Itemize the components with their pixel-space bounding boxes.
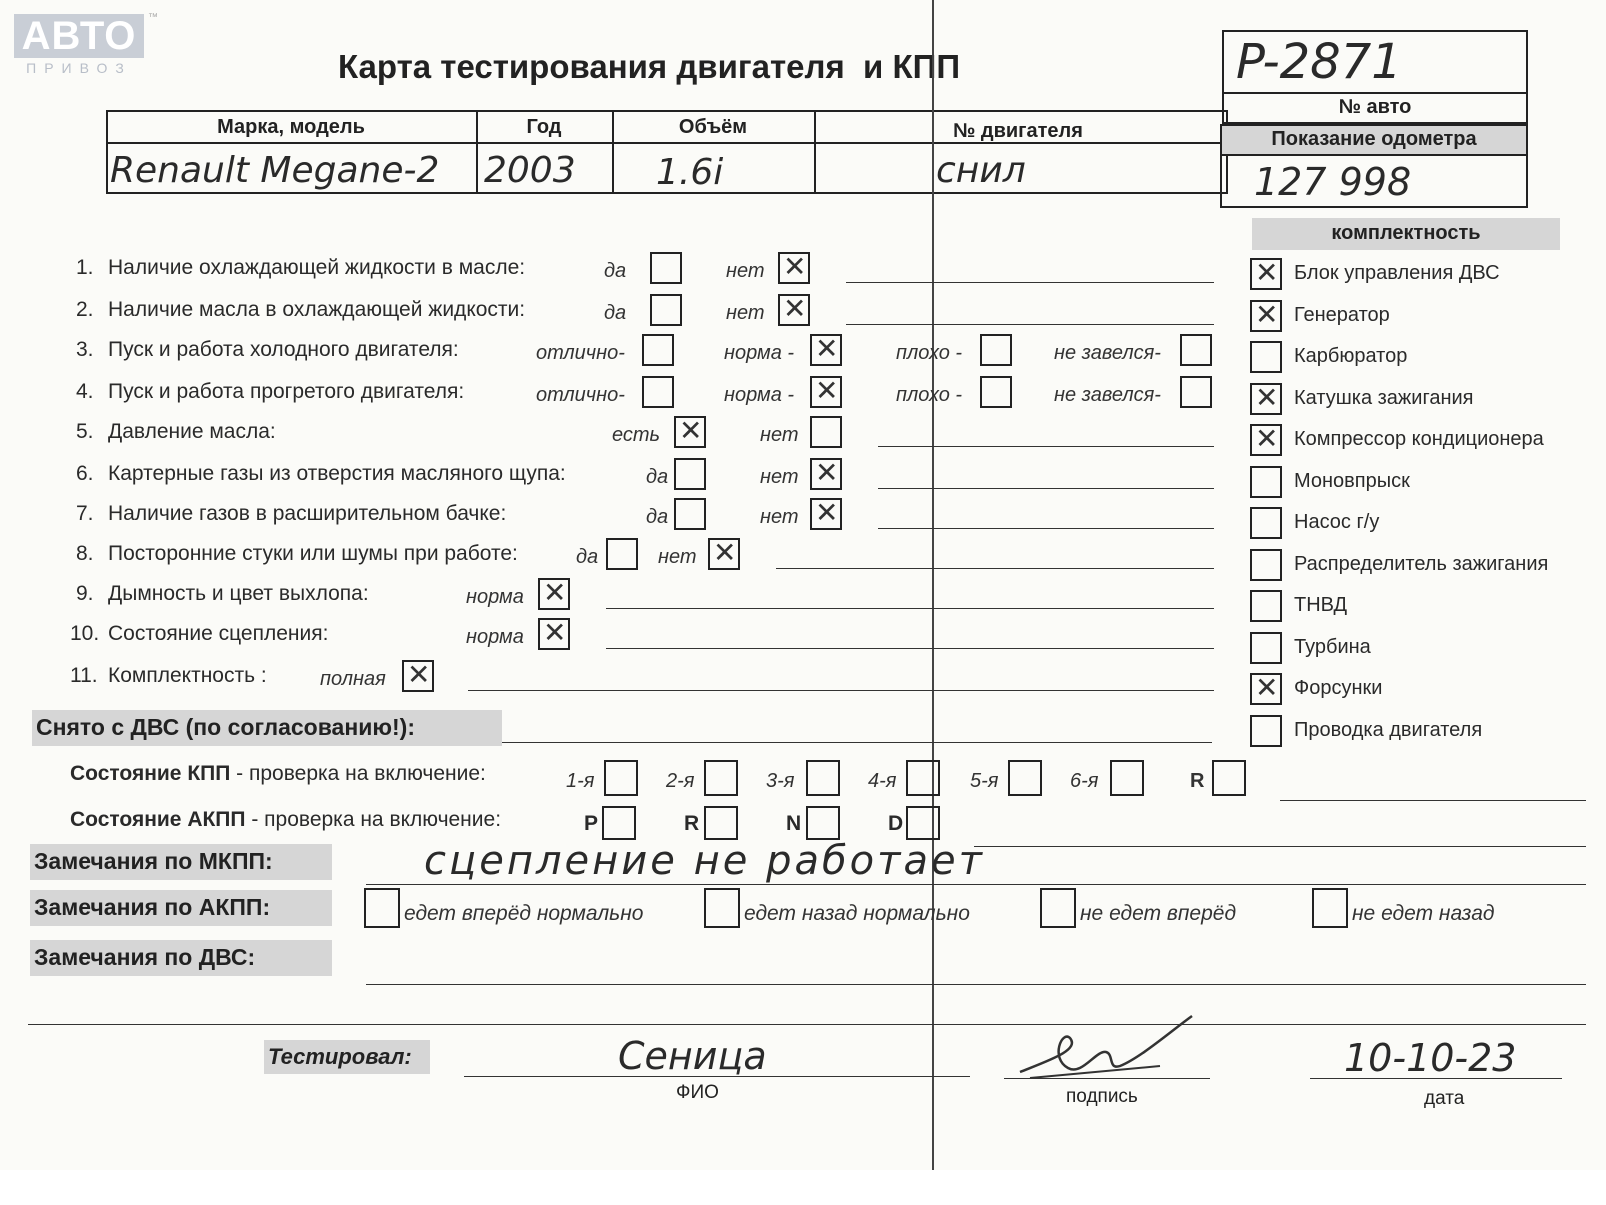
year-value: 2003	[484, 150, 576, 191]
question-answer-line[interactable]	[846, 324, 1214, 325]
year-label: Год	[526, 116, 562, 138]
akpp-mode-label: D	[888, 812, 904, 835]
logo	[14, 12, 158, 78]
kpp-gear-label: 4-я	[868, 770, 897, 792]
question-number: 2.	[76, 298, 94, 321]
fio-value: Сеница	[618, 1034, 767, 1078]
page-bottom-edge	[0, 1170, 1606, 1205]
question-option-label: плохо -	[896, 384, 963, 406]
question-answer-line[interactable]	[878, 446, 1214, 447]
completeness-checkbox[interactable]	[1250, 258, 1282, 290]
question-option-checkbox[interactable]	[538, 618, 570, 650]
akpp-mode-checkbox[interactable]	[906, 806, 940, 840]
question-option-checkbox[interactable]	[642, 334, 674, 366]
question-number: 6.	[76, 462, 94, 485]
kpp-gear-checkbox[interactable]	[704, 760, 738, 796]
akpp-remark-label: едет назад нормально	[744, 902, 970, 925]
question-option-label: да	[646, 466, 669, 488]
engine-label: № двигателя	[953, 120, 1083, 142]
question-option-label: не завелся-	[1054, 384, 1161, 406]
question-option-checkbox[interactable]	[778, 252, 810, 284]
kpp-gear-label: 2-я	[666, 770, 695, 792]
question-text: Давление масла:	[108, 420, 276, 443]
completeness-item-label: Проводка двигателя	[1294, 719, 1483, 741]
akpp-label-rest: - проверка на включение:	[245, 808, 502, 831]
question-option-checkbox[interactable]	[810, 416, 842, 448]
kpp-gear-checkbox[interactable]	[1212, 760, 1246, 796]
question-text: Наличие газов в расширительном бачке:	[108, 502, 507, 525]
completeness-item-label: Распределитель зажигания	[1294, 553, 1549, 575]
question-number: 10.	[70, 622, 100, 645]
question-text: Состояние сцепления:	[108, 622, 329, 645]
signature-caption: подпись	[1066, 1086, 1138, 1107]
question-answer-line[interactable]	[846, 282, 1214, 283]
removed-label: Снято с ДВС (по согласованию!):	[36, 714, 415, 740]
question-option-label: отлично-	[536, 342, 625, 364]
question-option-label: есть	[612, 424, 661, 446]
kpp-gear-label: R	[1190, 770, 1205, 792]
remarks-dvs-label: Замечания по ДВС:	[34, 944, 256, 970]
kpp-gear-checkbox[interactable]	[906, 760, 940, 796]
question-option-label: нет	[658, 546, 697, 568]
question-text: Пуск и работа холодного двигателя:	[108, 338, 459, 361]
signature-mark	[1010, 1010, 1200, 1090]
question-option-checkbox[interactable]	[810, 376, 842, 408]
completeness-checkbox[interactable]	[1250, 424, 1282, 456]
brand-label: Марка, модель	[217, 116, 365, 138]
odometer-divider	[1220, 154, 1528, 156]
question-option-checkbox[interactable]	[810, 458, 842, 490]
kpp-gear-label: 1-я	[566, 770, 595, 792]
tested-label: Тестировал:	[268, 1044, 412, 1069]
akpp-remark-label: не едет вперёд	[1080, 902, 1237, 925]
completeness-checkbox[interactable]	[1250, 383, 1282, 415]
kpp-gear-label: 5-я	[970, 770, 999, 792]
date-caption: дата	[1424, 1088, 1465, 1109]
question-text: Пуск и работа прогретого двигателя:	[108, 380, 465, 403]
kpp-gear-label: 3-я	[766, 770, 795, 792]
completeness-item-label: Насос г/у	[1294, 511, 1380, 533]
question-option-label: нет	[760, 466, 799, 488]
question-text: Комплектность :	[108, 664, 267, 687]
question-option-label: плохо -	[896, 342, 963, 364]
kpp-gear-checkbox[interactable]	[1110, 760, 1144, 796]
question-option-label: да	[646, 506, 669, 528]
akpp-remark-checkbox[interactable]	[704, 888, 740, 928]
question-option-checkbox[interactable]	[402, 660, 434, 692]
completeness-checkbox[interactable]	[1250, 590, 1282, 622]
odometer-value: 127 998	[1254, 160, 1412, 204]
akpp-remark-checkbox[interactable]	[364, 888, 400, 928]
question-option-checkbox[interactable]	[810, 334, 842, 366]
remarks-dvs-line[interactable]	[366, 984, 1586, 985]
question-option-checkbox[interactable]	[538, 578, 570, 610]
completeness-item-label: Форсунки	[1294, 677, 1383, 699]
akpp-label	[70, 808, 501, 832]
remarks-mkpp-line[interactable]	[366, 884, 1586, 885]
question-option-checkbox[interactable]	[708, 538, 740, 570]
completeness-item-label: Карбюратор	[1294, 345, 1408, 367]
question-number: 1.	[76, 256, 94, 279]
akpp-remark-label: не едет назад	[1352, 902, 1495, 925]
completeness-item-label: Турбина	[1294, 636, 1371, 658]
kpp-label-bold: Состояние КПП	[70, 762, 231, 785]
question-option-checkbox[interactable]	[606, 538, 638, 570]
question-answer-line[interactable]	[606, 648, 1214, 649]
volume-label: Объём	[678, 116, 748, 138]
question-text: Наличие масла в охлаждающей жидкости:	[108, 298, 526, 321]
completeness-checkbox[interactable]	[1250, 466, 1282, 498]
kpp-label-rest: - проверка на включение:	[230, 762, 486, 785]
completeness-item-label: Блок управления ДВС	[1294, 262, 1500, 284]
logo-tm: ™	[148, 12, 158, 23]
akpp-mode-label: P	[584, 812, 599, 835]
question-answer-line[interactable]	[776, 568, 1214, 569]
question-number: 11.	[70, 664, 98, 687]
completeness-item-label: ТНВД	[1294, 594, 1348, 616]
question-answer-line[interactable]	[878, 488, 1214, 489]
question-option-label: нет	[760, 506, 799, 528]
remarks-dvs-line-2[interactable]	[28, 1024, 1586, 1025]
question-option-checkbox[interactable]	[674, 458, 706, 490]
question-number: 5.	[76, 420, 94, 443]
question-text: Дымность и цвет выхлопа:	[108, 582, 369, 605]
kpp-line[interactable]	[1280, 800, 1586, 801]
question-option-checkbox[interactable]	[1180, 334, 1212, 366]
question-text: Картерные газы из отверстия масляного щупа:	[108, 462, 566, 485]
question-option-label: да	[604, 260, 627, 282]
logo-text: АВТО	[14, 14, 144, 58]
completeness-checkbox[interactable]	[1250, 632, 1282, 664]
akpp-mode-checkbox[interactable]	[806, 806, 840, 840]
akpp-mode-checkbox[interactable]	[602, 806, 636, 840]
akpp-remark-checkbox[interactable]	[1312, 888, 1348, 928]
akpp-label-bold: Состояние АКПП	[70, 808, 246, 831]
question-option-label: норма	[466, 626, 524, 648]
question-option-checkbox[interactable]	[674, 498, 706, 530]
auto-number-label: № авто	[1338, 96, 1412, 118]
engine-value: снил	[936, 150, 1026, 191]
remarks-akpp-label: Замечания по АКПП:	[34, 894, 271, 920]
removed-line[interactable]	[502, 742, 1212, 743]
akpp-remark-label: едет вперёд нормально	[404, 902, 644, 925]
question-text: Наличие охлаждающей жидкости в масле:	[108, 256, 526, 279]
question-option-label: нет	[760, 424, 799, 446]
question-text: Посторонние стуки или шумы при работе:	[108, 542, 518, 565]
question-answer-line[interactable]	[468, 690, 1214, 691]
page-title: Карта тестирования двигателя и КПП	[338, 48, 961, 85]
question-option-checkbox[interactable]	[810, 498, 842, 530]
question-option-checkbox[interactable]	[1180, 376, 1212, 408]
question-option-label: да	[604, 302, 627, 324]
kpp-gear-label: 6-я	[1070, 770, 1099, 792]
remarks-mkpp-label: Замечания по МКПП:	[34, 848, 273, 874]
kpp-label	[70, 762, 486, 786]
kpp-gear-checkbox[interactable]	[806, 760, 840, 796]
question-option-checkbox[interactable]	[642, 376, 674, 408]
completeness-checkbox[interactable]	[1250, 507, 1282, 539]
akpp-mode-label: R	[684, 812, 700, 835]
question-option-checkbox[interactable]	[650, 252, 682, 284]
odometer-label: Показание одометра	[1271, 128, 1477, 150]
question-option-checkbox[interactable]	[778, 294, 810, 326]
question-option-label: норма -	[724, 384, 795, 406]
completeness-checkbox[interactable]	[1250, 300, 1282, 332]
fio-caption: ФИО	[676, 1082, 719, 1103]
kpp-gear-checkbox[interactable]	[604, 760, 638, 796]
question-option-checkbox[interactable]	[980, 376, 1012, 408]
question-option-label: нет	[726, 302, 765, 324]
question-option-label: не завелся-	[1054, 342, 1161, 364]
question-answer-line[interactable]	[606, 608, 1214, 609]
volume-value: 1.6i	[656, 152, 724, 193]
completeness-item-label: Компрессор кондиционера	[1294, 428, 1544, 450]
akpp-mode-label: N	[786, 812, 802, 835]
question-answer-line[interactable]	[878, 528, 1214, 529]
question-option-label: полная	[320, 668, 386, 690]
question-option-label: нет	[726, 260, 765, 282]
question-number: 9.	[76, 582, 94, 605]
question-option-label: отлично-	[536, 384, 625, 406]
completeness-item-label: Катушка зажигания	[1294, 387, 1474, 409]
kpp-gear-checkbox[interactable]	[1008, 760, 1042, 796]
question-number: 8.	[76, 542, 94, 565]
remarks-mkpp-value: сцепление не работает	[424, 838, 985, 884]
date-value: 10-10-23	[1344, 1036, 1517, 1080]
logo-subtitle: ПРИВОЗ	[26, 60, 132, 76]
question-option-label: норма	[466, 586, 524, 608]
brand-value: Renault Megane-2	[110, 150, 440, 191]
question-option-checkbox[interactable]	[980, 334, 1012, 366]
question-option-checkbox[interactable]	[674, 416, 706, 448]
completeness-item-label: Генератор	[1294, 304, 1390, 326]
completeness-checkbox[interactable]	[1250, 673, 1282, 705]
question-option-label: да	[576, 546, 599, 568]
completeness-checkbox[interactable]	[1250, 341, 1282, 373]
completeness-title: комплектность	[1331, 222, 1481, 244]
akpp-mode-checkbox[interactable]	[704, 806, 738, 840]
question-number: 7.	[76, 502, 94, 525]
completeness-item-label: Моновпрыск	[1294, 470, 1410, 492]
completeness-checkbox[interactable]	[1250, 715, 1282, 747]
question-option-label: норма -	[724, 342, 795, 364]
question-option-checkbox[interactable]	[650, 294, 682, 326]
question-number: 3.	[76, 338, 94, 361]
completeness-checkbox[interactable]	[1250, 549, 1282, 581]
akpp-line[interactable]	[974, 846, 1586, 847]
akpp-remark-checkbox[interactable]	[1040, 888, 1076, 928]
auto-number-value: P-2871	[1236, 34, 1402, 90]
question-number: 4.	[76, 380, 94, 403]
